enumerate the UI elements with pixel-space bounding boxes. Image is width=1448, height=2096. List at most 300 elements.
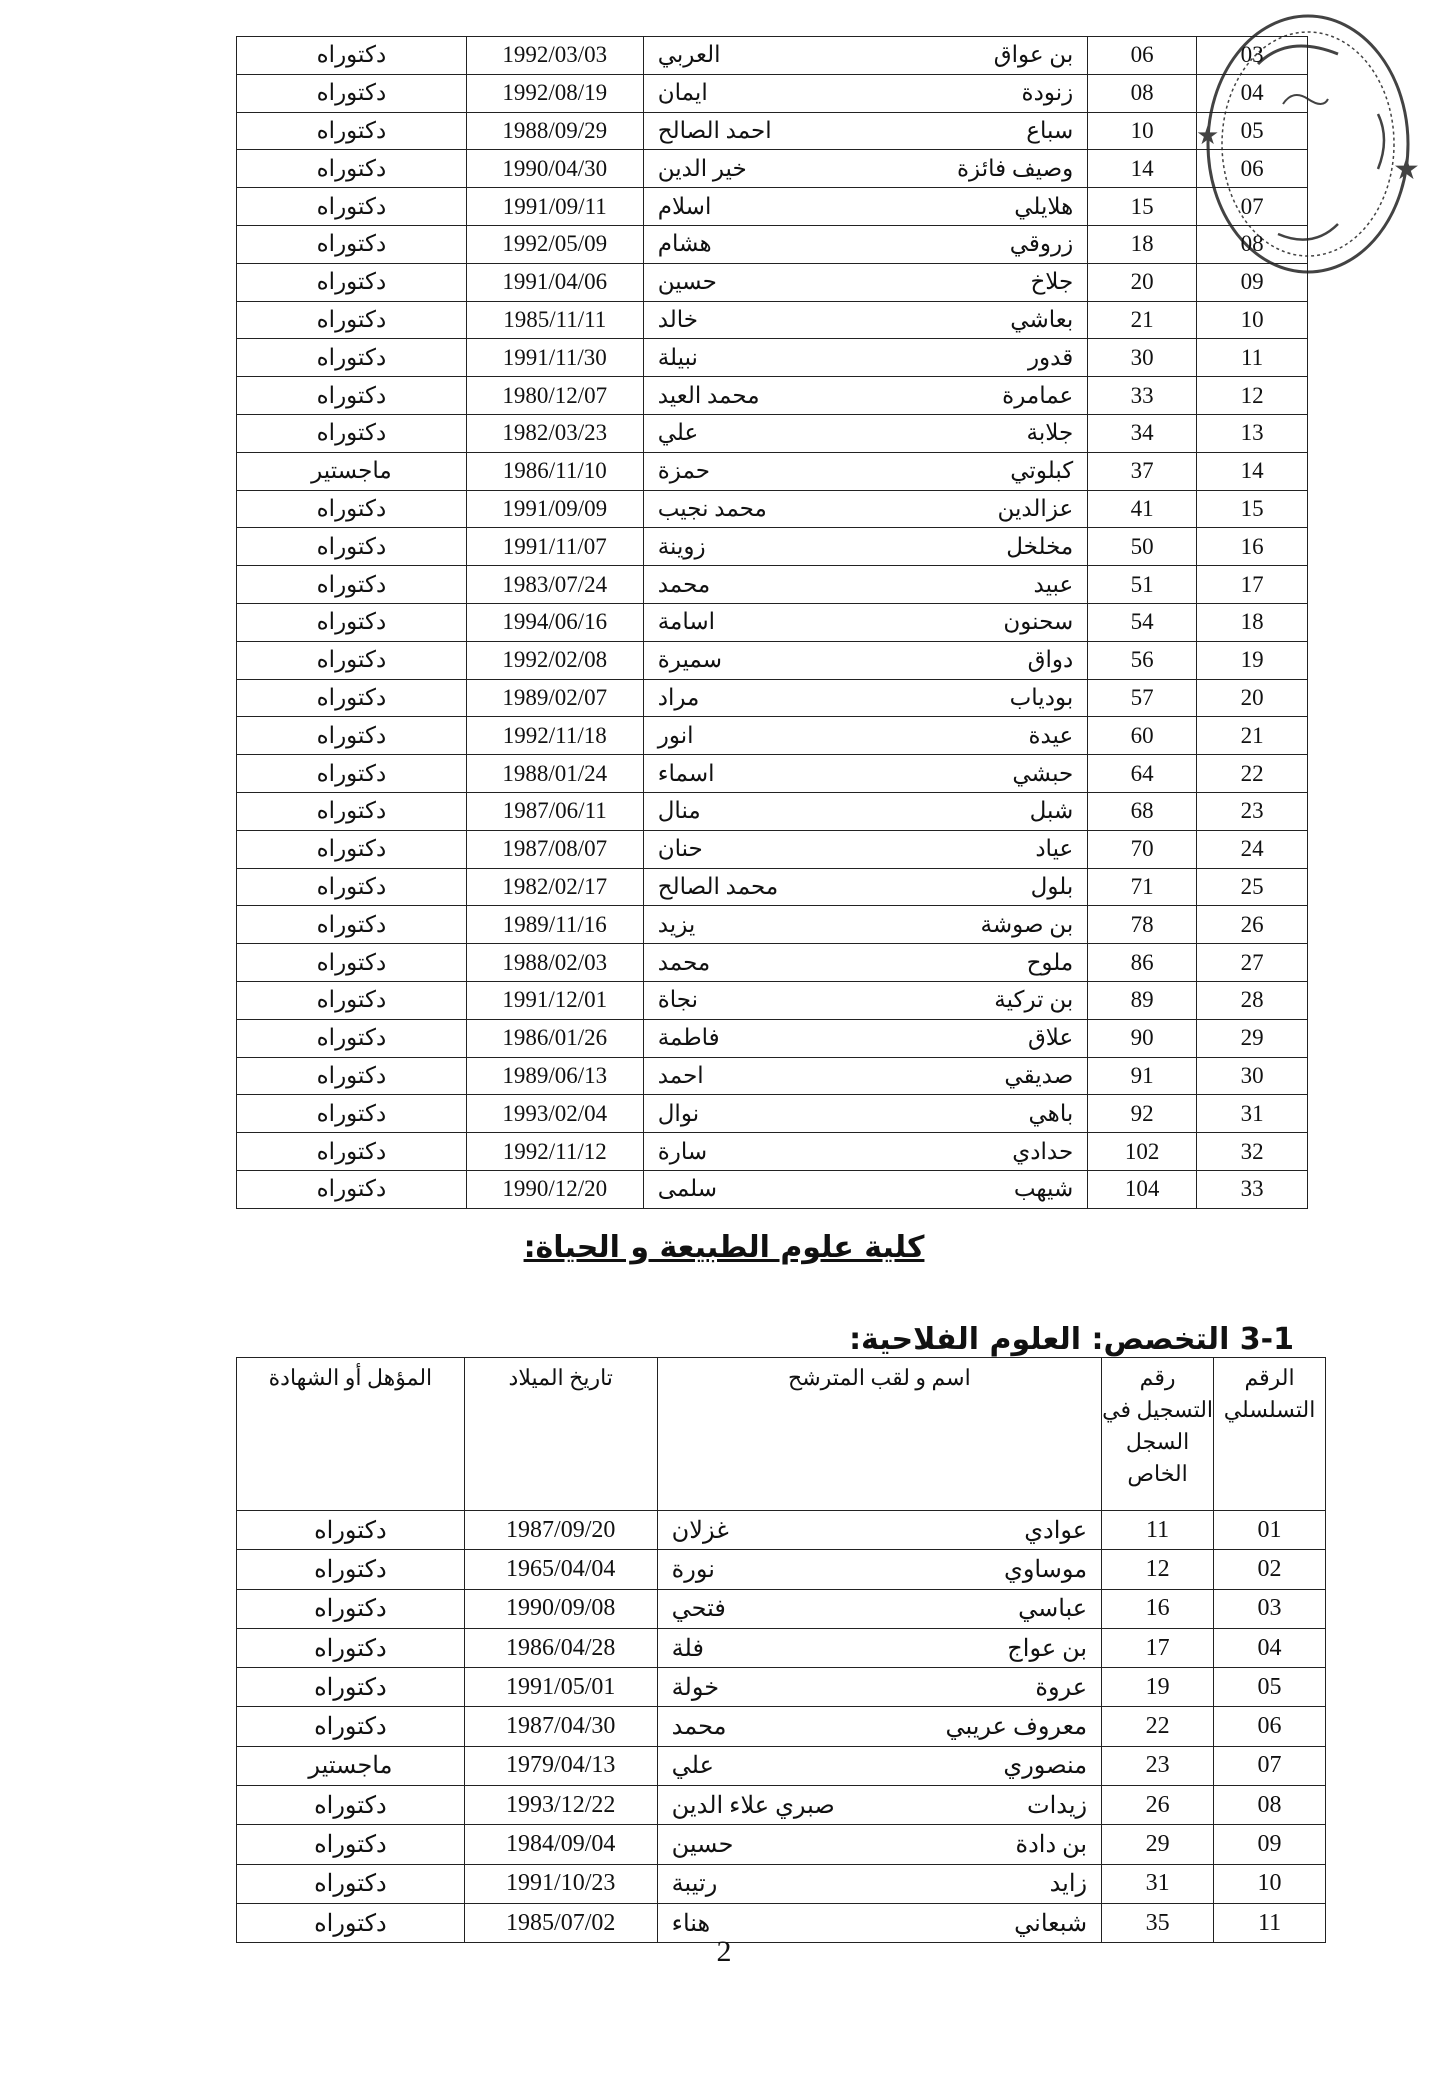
table-row xyxy=(237,1511,1326,1550)
last-name: عزالدين xyxy=(997,495,1074,521)
birthdate-cell: 1993/12/22 xyxy=(464,1786,657,1825)
last-name: كبلوتي xyxy=(1010,458,1074,484)
serial-cell: 19 xyxy=(1197,641,1308,679)
serial-cell: 09 xyxy=(1214,1825,1326,1864)
degree-cell: دكتوراه xyxy=(237,717,467,755)
degree-cell: دكتوراه xyxy=(237,868,467,906)
first-name: علي xyxy=(657,420,699,446)
table-row xyxy=(237,528,1308,566)
first-name: زوينة xyxy=(657,533,706,559)
registration-cell: 35 xyxy=(1102,1903,1214,1942)
first-name: ايمان xyxy=(657,80,708,106)
name-cell xyxy=(643,74,1088,112)
birthdate-cell: 1986/04/28 xyxy=(464,1628,657,1667)
first-name: خولة xyxy=(671,1674,720,1701)
last-name: بن تركية xyxy=(994,987,1074,1013)
first-name: سميرة xyxy=(657,647,722,673)
birthdate-cell: 1989/02/07 xyxy=(466,679,643,717)
serial-cell: 20 xyxy=(1197,679,1308,717)
serial-cell: 26 xyxy=(1197,906,1308,944)
degree-cell: دكتوراه xyxy=(237,1668,465,1707)
registration-cell: 91 xyxy=(1088,1057,1197,1095)
name-cell xyxy=(643,755,1088,793)
serial-cell: 17 xyxy=(1197,566,1308,604)
registration-cell: 19 xyxy=(1102,1668,1214,1707)
birthdate-cell: 1992/11/12 xyxy=(466,1133,643,1171)
first-name: خالد xyxy=(657,306,699,332)
serial-cell: 08 xyxy=(1197,225,1308,263)
serial-cell: 11 xyxy=(1197,339,1308,377)
name-cell xyxy=(657,1511,1101,1550)
serial-cell: 18 xyxy=(1197,603,1308,641)
registration-cell: 60 xyxy=(1088,717,1197,755)
birthdate-cell: 1992/05/09 xyxy=(466,225,643,263)
degree-cell: دكتوراه xyxy=(237,1133,467,1171)
serial-cell: 01 xyxy=(1214,1511,1326,1550)
registration-cell: 64 xyxy=(1088,755,1197,793)
name-cell xyxy=(643,150,1088,188)
name-cell xyxy=(643,792,1088,830)
degree-cell: دكتوراه xyxy=(237,490,467,528)
birthdate-cell: 1991/09/11 xyxy=(466,188,643,226)
birthdate-cell: 1980/12/07 xyxy=(466,377,643,415)
table-row xyxy=(237,1170,1308,1208)
first-name: سارة xyxy=(657,1138,708,1164)
last-name: جلاخ xyxy=(1030,269,1074,295)
first-name: منال xyxy=(657,798,701,824)
birthdate-cell: 1992/08/19 xyxy=(466,74,643,112)
birthdate-cell: 1985/07/02 xyxy=(464,1903,657,1942)
first-name: فاطمة xyxy=(657,1025,720,1051)
degree-cell: ماجستير xyxy=(237,1746,465,1785)
serial-cell: 25 xyxy=(1197,868,1308,906)
registration-cell: 56 xyxy=(1088,641,1197,679)
last-name: سباع xyxy=(1026,117,1074,143)
registration-cell: 51 xyxy=(1088,566,1197,604)
table-row xyxy=(237,1746,1326,1785)
birthdate-cell: 1994/06/16 xyxy=(466,603,643,641)
degree-cell: دكتوراه xyxy=(237,944,467,982)
serial-cell: 06 xyxy=(1214,1707,1326,1746)
birthdate-cell: 1992/03/03 xyxy=(466,37,643,75)
first-name: محمد xyxy=(671,1714,727,1741)
degree-cell: دكتوراه xyxy=(237,1589,465,1628)
first-name: نبيلة xyxy=(657,344,698,370)
registration-cell: 15 xyxy=(1088,188,1197,226)
birthdate-cell: 1984/09/04 xyxy=(464,1825,657,1864)
name-cell xyxy=(657,1550,1101,1589)
last-name: بن عواق xyxy=(993,42,1074,68)
serial-cell: 03 xyxy=(1214,1589,1326,1628)
last-name: منصوري xyxy=(1003,1753,1088,1780)
degree-cell: دكتوراه xyxy=(237,377,467,415)
degree-cell: دكتوراه xyxy=(237,263,467,301)
registration-cell: 22 xyxy=(1102,1707,1214,1746)
first-name: اسامة xyxy=(657,609,716,635)
serial-cell: 13 xyxy=(1197,414,1308,452)
degree-cell: دكتوراه xyxy=(237,150,467,188)
last-name: باهي xyxy=(1028,1100,1074,1126)
birthdate-cell: 1987/04/30 xyxy=(464,1707,657,1746)
name-cell xyxy=(643,452,1088,490)
degree-cell: دكتوراه xyxy=(237,1786,465,1825)
last-name: وصيف فائزة xyxy=(956,155,1074,181)
name-cell xyxy=(643,37,1088,75)
name-cell xyxy=(643,414,1088,452)
name-cell xyxy=(657,1628,1101,1667)
birthdate-cell: 1983/07/24 xyxy=(466,566,643,604)
table-row xyxy=(237,641,1308,679)
serial-cell: 30 xyxy=(1197,1057,1308,1095)
birthdate-cell: 1982/03/23 xyxy=(466,414,643,452)
degree-cell: دكتوراه xyxy=(237,188,467,226)
header-registration: رقم التسجيل في السجل الخاص xyxy=(1102,1358,1214,1511)
table-row xyxy=(237,377,1308,415)
degree-cell: دكتوراه xyxy=(237,792,467,830)
serial-cell: 07 xyxy=(1197,188,1308,226)
birthdate-cell: 1990/04/30 xyxy=(466,150,643,188)
last-name: سحنون xyxy=(1003,609,1074,635)
candidates-table-previous xyxy=(236,36,1308,1209)
birthdate-cell: 1965/04/04 xyxy=(464,1550,657,1589)
registration-cell: 89 xyxy=(1088,981,1197,1019)
degree-cell: دكتوراه xyxy=(237,1095,467,1133)
serial-cell: 27 xyxy=(1197,944,1308,982)
degree-cell: دكتوراه xyxy=(237,225,467,263)
name-cell xyxy=(657,1786,1101,1825)
name-cell xyxy=(643,830,1088,868)
last-name: شبعاني xyxy=(1014,1910,1088,1937)
last-name: ملوح xyxy=(1026,949,1074,975)
degree-cell: دكتوراه xyxy=(237,906,467,944)
first-name: صبري علاء الدين xyxy=(671,1792,835,1819)
registration-cell: 68 xyxy=(1088,792,1197,830)
first-name: غزلان xyxy=(671,1517,729,1544)
serial-cell: 05 xyxy=(1197,112,1308,150)
registration-cell: 34 xyxy=(1088,414,1197,452)
serial-cell: 12 xyxy=(1197,377,1308,415)
birthdate-cell: 1991/09/09 xyxy=(466,490,643,528)
last-name: بن دادة xyxy=(1015,1832,1088,1859)
last-name: بعاشي xyxy=(1010,306,1074,332)
degree-cell: دكتوراه xyxy=(237,679,467,717)
table-row xyxy=(237,225,1308,263)
first-name: حنان xyxy=(657,836,703,862)
last-name: عياد xyxy=(1035,836,1074,862)
registration-cell: 06 xyxy=(1088,37,1197,75)
degree-cell: دكتوراه xyxy=(237,641,467,679)
birthdate-cell: 1991/10/23 xyxy=(464,1864,657,1903)
first-name: انور xyxy=(657,722,694,748)
degree-cell: دكتوراه xyxy=(237,414,467,452)
last-name: صديقي xyxy=(1004,1062,1074,1088)
first-name: هناء xyxy=(671,1910,711,1937)
name-cell xyxy=(643,641,1088,679)
first-name: حمزة xyxy=(657,458,710,484)
last-name: عوادي xyxy=(1024,1517,1088,1544)
name-cell xyxy=(643,377,1088,415)
header-degree: المؤهل أو الشهادة xyxy=(237,1358,465,1511)
first-name: احمد xyxy=(657,1062,704,1088)
registration-cell: 57 xyxy=(1088,679,1197,717)
registration-cell: 30 xyxy=(1088,339,1197,377)
registration-cell: 20 xyxy=(1088,263,1197,301)
birthdate-cell: 1989/06/13 xyxy=(466,1057,643,1095)
table-row xyxy=(237,37,1308,75)
name-cell xyxy=(657,1746,1101,1785)
last-name: زروقي xyxy=(1009,231,1074,257)
registration-cell: 41 xyxy=(1088,490,1197,528)
registration-cell: 37 xyxy=(1088,452,1197,490)
degree-cell: دكتوراه xyxy=(237,1903,465,1942)
degree-cell: دكتوراه xyxy=(237,1628,465,1667)
last-name: حدادي xyxy=(1012,1138,1074,1164)
birthdate-cell: 1991/04/06 xyxy=(466,263,643,301)
degree-cell: دكتوراه xyxy=(237,1550,465,1589)
last-name: عباسي xyxy=(1018,1596,1088,1623)
first-name: فتحي xyxy=(671,1596,726,1623)
last-name: جلابة xyxy=(1026,420,1074,446)
first-name: يزيد xyxy=(657,911,696,937)
degree-cell: دكتوراه xyxy=(237,74,467,112)
serial-cell: 29 xyxy=(1197,1019,1308,1057)
name-cell xyxy=(643,339,1088,377)
name-cell xyxy=(643,528,1088,566)
birthdate-cell: 1991/05/01 xyxy=(464,1668,657,1707)
name-cell xyxy=(657,1825,1101,1864)
serial-cell: 04 xyxy=(1197,74,1308,112)
table-row xyxy=(237,1825,1326,1864)
table-row xyxy=(237,452,1308,490)
table-row xyxy=(237,1133,1308,1171)
first-name: اسماء xyxy=(657,760,715,786)
table-row xyxy=(237,1095,1308,1133)
svg-text:★: ★ xyxy=(1196,121,1220,151)
first-name: نجاة xyxy=(657,987,699,1013)
first-name: محمد العيد xyxy=(657,382,760,408)
table-row xyxy=(237,830,1308,868)
table-row xyxy=(237,1668,1326,1707)
birthdate-cell: 1991/11/07 xyxy=(466,528,643,566)
serial-cell: 05 xyxy=(1214,1668,1326,1707)
first-name: اسلام xyxy=(657,193,712,219)
name-cell xyxy=(643,263,1088,301)
name-cell xyxy=(657,1707,1101,1746)
table-row xyxy=(237,1550,1326,1589)
first-name: علي xyxy=(671,1753,714,1780)
first-name: محمد الصالح xyxy=(657,873,779,899)
table-row xyxy=(237,150,1308,188)
first-name: هشام xyxy=(657,231,712,257)
degree-cell: دكتوراه xyxy=(237,112,467,150)
degree-cell: دكتوراه xyxy=(237,1170,467,1208)
registration-cell: 50 xyxy=(1088,528,1197,566)
table-row xyxy=(237,755,1308,793)
name-cell xyxy=(643,1019,1088,1057)
table-row xyxy=(237,944,1308,982)
birthdate-cell: 1986/11/10 xyxy=(466,452,643,490)
name-cell xyxy=(643,490,1088,528)
degree-cell: ماجستير xyxy=(237,452,467,490)
last-name: علاق xyxy=(1027,1025,1074,1051)
registration-cell: 33 xyxy=(1088,377,1197,415)
degree-cell: دكتوراه xyxy=(237,603,467,641)
header-birthdate: تاريخ الميلاد xyxy=(464,1358,657,1511)
registration-cell: 14 xyxy=(1088,150,1197,188)
first-name: محمد xyxy=(657,571,711,597)
table-row xyxy=(237,868,1308,906)
serial-cell: 15 xyxy=(1197,490,1308,528)
degree-cell: دكتوراه xyxy=(237,1864,465,1903)
registration-cell: 71 xyxy=(1088,868,1197,906)
registration-cell: 29 xyxy=(1102,1825,1214,1864)
degree-cell: دكتوراه xyxy=(237,1511,465,1550)
table-row xyxy=(237,301,1308,339)
table-row xyxy=(237,717,1308,755)
registration-cell: 86 xyxy=(1088,944,1197,982)
serial-cell: 10 xyxy=(1214,1864,1326,1903)
table-row xyxy=(237,1628,1326,1667)
degree-cell: دكتوراه xyxy=(237,339,467,377)
header-name: اسم و لقب المترشح xyxy=(657,1358,1101,1511)
last-name: بن صوشة xyxy=(980,911,1074,937)
registration-cell: 102 xyxy=(1088,1133,1197,1171)
degree-cell: دكتوراه xyxy=(237,981,467,1019)
birthdate-cell: 1992/11/18 xyxy=(466,717,643,755)
name-cell xyxy=(643,944,1088,982)
header-serial: الرقم التسلسلي xyxy=(1214,1358,1326,1511)
table-row xyxy=(237,1057,1308,1095)
birthdate-cell: 1988/01/24 xyxy=(466,755,643,793)
serial-cell: 33 xyxy=(1197,1170,1308,1208)
registration-cell: 104 xyxy=(1088,1170,1197,1208)
degree-cell: دكتوراه xyxy=(237,1825,465,1864)
serial-cell: 21 xyxy=(1197,717,1308,755)
birthdate-cell: 1987/08/07 xyxy=(466,830,643,868)
table-row xyxy=(237,566,1308,604)
table-header-row xyxy=(237,1358,1326,1511)
birthdate-cell: 1986/01/26 xyxy=(466,1019,643,1057)
serial-cell: 11 xyxy=(1214,1903,1326,1942)
table-row xyxy=(237,1589,1326,1628)
name-cell xyxy=(657,1668,1101,1707)
serial-cell: 06 xyxy=(1197,150,1308,188)
first-name: محمد xyxy=(657,949,711,975)
last-name: عروة xyxy=(1035,1674,1088,1701)
name-cell xyxy=(643,981,1088,1019)
name-cell xyxy=(643,868,1088,906)
last-name: بن عواج xyxy=(1007,1635,1088,1662)
serial-cell: 23 xyxy=(1197,792,1308,830)
serial-cell: 10 xyxy=(1197,301,1308,339)
last-name: شيهب xyxy=(1013,1176,1074,1202)
birthdate-cell: 1991/11/30 xyxy=(466,339,643,377)
degree-cell: دكتوراه xyxy=(237,1019,467,1057)
degree-cell: دكتوراه xyxy=(237,528,467,566)
serial-cell: 09 xyxy=(1197,263,1308,301)
last-name: شبل xyxy=(1029,798,1074,824)
birthdate-cell: 1988/02/03 xyxy=(466,944,643,982)
name-cell xyxy=(657,1589,1101,1628)
registration-cell: 78 xyxy=(1088,906,1197,944)
birthdate-cell: 1993/02/04 xyxy=(466,1095,643,1133)
last-name: حبشي xyxy=(1012,760,1074,786)
first-name: نورة xyxy=(671,1556,715,1583)
table-row xyxy=(237,906,1308,944)
name-cell xyxy=(643,566,1088,604)
name-cell xyxy=(643,679,1088,717)
table-row xyxy=(237,981,1308,1019)
last-name: قدور xyxy=(1027,344,1074,370)
registration-cell: 08 xyxy=(1088,74,1197,112)
table-row xyxy=(237,188,1308,226)
birthdate-cell: 1992/02/08 xyxy=(466,641,643,679)
table-row xyxy=(237,1707,1326,1746)
first-name: نوال xyxy=(657,1100,700,1126)
registration-cell: 92 xyxy=(1088,1095,1197,1133)
table-row xyxy=(237,414,1308,452)
registration-cell: 26 xyxy=(1102,1786,1214,1825)
serial-cell: 14 xyxy=(1197,452,1308,490)
table-row xyxy=(237,603,1308,641)
birthdate-cell: 1987/06/11 xyxy=(466,792,643,830)
degree-cell: دكتوراه xyxy=(237,301,467,339)
birthdate-cell: 1987/09/20 xyxy=(464,1511,657,1550)
serial-cell: 22 xyxy=(1197,755,1308,793)
serial-cell: 04 xyxy=(1214,1628,1326,1667)
page-number: 2 xyxy=(716,1935,732,1968)
last-name: زنودة xyxy=(1021,80,1074,106)
name-cell xyxy=(643,1057,1088,1095)
registration-cell: 16 xyxy=(1102,1589,1214,1628)
specialty-heading: 3-1 التخصص: العلوم الفلاحية: xyxy=(849,1322,1294,1357)
degree-cell: دكتوراه xyxy=(237,830,467,868)
last-name: معروف عريبي xyxy=(945,1714,1088,1741)
birthdate-cell: 1991/12/01 xyxy=(466,981,643,1019)
serial-cell: 07 xyxy=(1214,1746,1326,1785)
name-cell xyxy=(643,188,1088,226)
birthdate-cell: 1982/02/17 xyxy=(466,868,643,906)
registration-cell: 17 xyxy=(1102,1628,1214,1667)
serial-cell: 32 xyxy=(1197,1133,1308,1171)
name-cell xyxy=(643,603,1088,641)
serial-cell: 02 xyxy=(1214,1550,1326,1589)
name-cell xyxy=(643,225,1088,263)
registration-cell: 31 xyxy=(1102,1864,1214,1903)
serial-cell: 31 xyxy=(1197,1095,1308,1133)
degree-cell: دكتوراه xyxy=(237,566,467,604)
registration-cell: 23 xyxy=(1102,1746,1214,1785)
svg-text:★: ★ xyxy=(1393,152,1420,187)
first-name: احمد الصالح xyxy=(657,117,772,143)
table-row xyxy=(237,1019,1308,1057)
registration-cell: 54 xyxy=(1088,603,1197,641)
last-name: عيدة xyxy=(1028,722,1074,748)
table-row xyxy=(237,112,1308,150)
last-name: عمامرة xyxy=(1002,382,1074,408)
last-name: بلول xyxy=(1030,873,1074,899)
degree-cell: دكتوراه xyxy=(237,37,467,75)
last-name: دواق xyxy=(1027,647,1074,673)
table-row xyxy=(237,1786,1326,1825)
last-name: موساوي xyxy=(1004,1556,1088,1583)
birthdate-cell: 1979/04/13 xyxy=(464,1746,657,1785)
first-name: العربي xyxy=(657,42,721,68)
name-cell xyxy=(643,1095,1088,1133)
registration-cell: 21 xyxy=(1088,301,1197,339)
name-cell xyxy=(643,112,1088,150)
table-row xyxy=(237,679,1308,717)
